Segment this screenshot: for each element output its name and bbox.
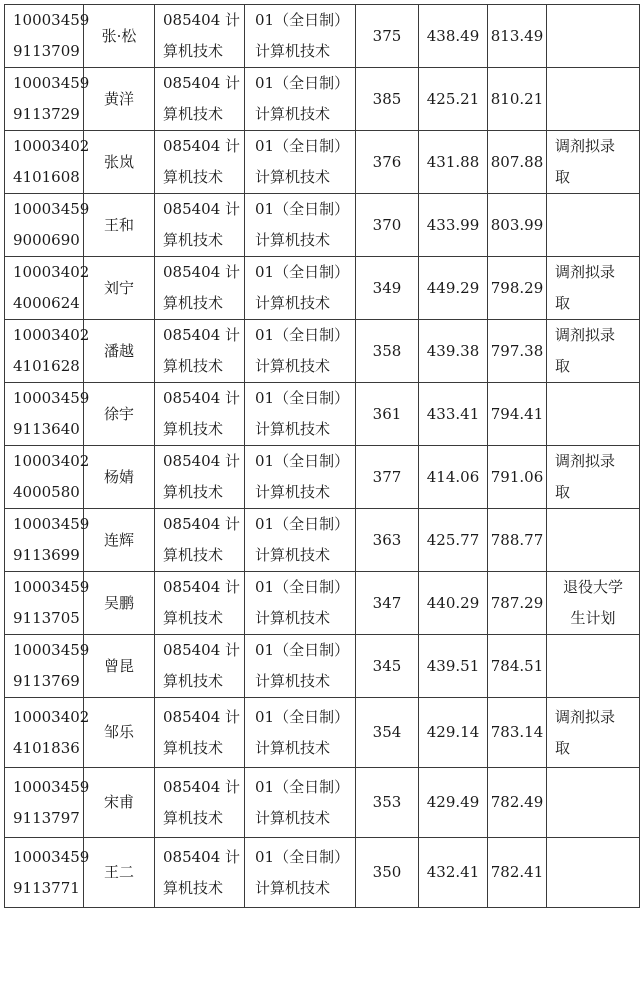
total-score-cell: 782.49	[488, 768, 547, 838]
total-score-cell: 791.06	[488, 446, 547, 509]
table-row	[5, 320, 640, 383]
retest-score-cell: 425.77	[419, 509, 488, 572]
study-mode-cell	[245, 838, 356, 908]
initial-score-cell: 376	[356, 131, 419, 194]
table-row	[5, 383, 640, 446]
study-mode-cell-line: 计算机技术	[255, 672, 331, 690]
candidate-id-cell-line: 4101836	[13, 738, 80, 757]
major-cell	[155, 838, 245, 908]
candidate-id-cell-line: 9113769	[13, 672, 80, 690]
major-cell	[155, 68, 245, 131]
candidate-name-cell: 宋甫	[84, 768, 155, 838]
candidate-name-cell: 黄洋	[84, 68, 155, 131]
remark-cell	[547, 383, 640, 446]
initial-score-cell: 350	[356, 838, 419, 908]
major-cell-line: 085404 计	[163, 326, 241, 344]
candidate-id-cell-line: 10003459	[13, 74, 90, 92]
retest-score-cell: 433.41	[419, 383, 488, 446]
study-mode-cell-line: 01（全日制）	[255, 777, 350, 796]
candidate-id-cell-line: 10003459	[13, 777, 90, 796]
major-cell-line: 085404 计	[163, 263, 241, 281]
remark-cell	[547, 257, 640, 320]
remark-cell	[547, 635, 640, 698]
study-mode-cell-line: 01（全日制）	[255, 74, 350, 92]
table-row	[5, 635, 640, 698]
total-score-cell: 782.41	[488, 838, 547, 908]
initial-score-cell: 349	[356, 257, 419, 320]
candidate-id-cell-line: 10003402	[13, 707, 90, 726]
candidate-id-cell	[5, 572, 90, 635]
remark-cell	[547, 68, 640, 131]
remark-cell-line: 调剂拟录	[555, 707, 616, 726]
study-mode-cell	[245, 572, 356, 635]
study-mode-cell-line: 01（全日制）	[255, 326, 350, 344]
major-cell	[155, 257, 245, 320]
admission-roster-table	[4, 4, 640, 908]
total-score-cell: 787.29	[488, 572, 547, 635]
remark-cell-line: 取	[555, 357, 571, 375]
candidate-name-cell: 潘越	[84, 320, 155, 383]
candidate-id-cell-line: 10003402	[13, 452, 90, 470]
remark-cell	[547, 320, 640, 383]
study-mode-cell-line: 计算机技术	[255, 483, 331, 501]
candidate-id-cell-line: 9113771	[13, 878, 80, 897]
total-score-cell: 783.14	[488, 698, 547, 768]
study-mode-cell	[245, 68, 356, 131]
major-cell-line: 算机技术	[163, 231, 224, 249]
remark-cell-line: 生计划	[570, 609, 616, 627]
major-cell	[155, 383, 245, 446]
study-mode-cell-line: 01（全日制）	[255, 200, 350, 218]
initial-score-cell: 358	[356, 320, 419, 383]
candidate-id-cell-line: 10003402	[13, 326, 90, 344]
candidate-id-cell	[5, 446, 90, 509]
major-cell-line: 085404 计	[163, 200, 241, 218]
candidate-id-cell-line: 10003459	[13, 389, 90, 407]
candidate-id-cell	[5, 768, 90, 838]
major-cell	[155, 572, 245, 635]
candidate-id-cell-line: 10003459	[13, 641, 90, 659]
retest-score-cell: 439.51	[419, 635, 488, 698]
table-row	[5, 131, 640, 194]
major-cell-line: 算机技术	[163, 878, 224, 897]
major-cell-line: 算机技术	[163, 420, 224, 438]
study-mode-cell-line: 01（全日制）	[255, 137, 350, 155]
candidate-name-cell: 王和	[84, 194, 155, 257]
candidate-id-cell-line: 4000624	[13, 294, 80, 312]
total-score-cell: 798.29	[488, 257, 547, 320]
study-mode-cell-line: 计算机技术	[255, 168, 331, 186]
retest-score-cell: 429.14	[419, 698, 488, 768]
total-score-cell: 803.99	[488, 194, 547, 257]
major-cell	[155, 509, 245, 572]
study-mode-cell-line: 01（全日制）	[255, 452, 350, 470]
major-cell-line: 算机技术	[163, 357, 224, 375]
candidate-id-cell	[5, 509, 90, 572]
remark-cell	[547, 698, 640, 768]
major-cell	[155, 320, 245, 383]
table-row	[5, 572, 640, 635]
study-mode-cell	[245, 320, 356, 383]
table-row	[5, 68, 640, 131]
remark-cell-line: 取	[555, 738, 571, 757]
major-cell-line: 085404 计	[163, 578, 241, 596]
study-mode-cell-line: 01（全日制）	[255, 847, 350, 866]
major-cell-line: 085404 计	[163, 777, 241, 796]
candidate-id-cell-line: 9113640	[13, 420, 80, 438]
candidate-id-cell	[5, 194, 90, 257]
initial-score-cell: 370	[356, 194, 419, 257]
major-cell	[155, 194, 245, 257]
study-mode-cell	[245, 5, 356, 68]
candidate-id-cell	[5, 838, 90, 908]
retest-score-cell: 431.88	[419, 131, 488, 194]
candidate-id-cell-line: 4101608	[13, 168, 80, 186]
candidate-name-cell: 张·松	[84, 5, 155, 68]
candidate-name-cell: 曾昆	[84, 635, 155, 698]
initial-score-cell: 375	[356, 5, 419, 68]
candidate-id-cell-line: 4101628	[13, 357, 80, 375]
remark-cell-line: 退役大学	[562, 578, 623, 596]
remark-cell-line: 调剂拟录	[555, 452, 616, 470]
study-mode-cell	[245, 768, 356, 838]
remark-cell	[547, 5, 640, 68]
major-cell-line: 085404 计	[163, 137, 241, 155]
study-mode-cell-line: 01（全日制）	[255, 389, 350, 407]
candidate-id-cell-line: 9113797	[13, 808, 80, 827]
major-cell	[155, 446, 245, 509]
study-mode-cell-line: 01（全日制）	[255, 707, 350, 726]
study-mode-cell-line: 01（全日制）	[255, 11, 350, 29]
initial-score-cell: 345	[356, 635, 419, 698]
candidate-name-cell: 连辉	[84, 509, 155, 572]
study-mode-cell-line: 计算机技术	[255, 294, 331, 312]
candidate-id-cell-line: 9113705	[13, 609, 80, 627]
retest-score-cell: 425.21	[419, 68, 488, 131]
study-mode-cell-line: 计算机技术	[255, 738, 331, 757]
retest-score-cell: 449.29	[419, 257, 488, 320]
initial-score-cell: 347	[356, 572, 419, 635]
remark-cell	[547, 131, 640, 194]
retest-score-cell: 414.06	[419, 446, 488, 509]
candidate-id-cell-line: 9113709	[13, 42, 80, 60]
study-mode-cell	[245, 131, 356, 194]
candidate-id-cell-line: 4000580	[13, 483, 80, 501]
major-cell-line: 算机技术	[163, 672, 224, 690]
initial-score-cell: 385	[356, 68, 419, 131]
study-mode-cell	[245, 446, 356, 509]
study-mode-cell-line: 01（全日制）	[255, 578, 350, 596]
remark-cell-line: 调剂拟录	[555, 326, 616, 344]
initial-score-cell: 361	[356, 383, 419, 446]
major-cell-line: 算机技术	[163, 738, 224, 757]
total-score-cell: 788.77	[488, 509, 547, 572]
candidate-id-cell-line: 10003459	[13, 200, 90, 218]
candidate-id-cell-line: 9113699	[13, 546, 80, 564]
remark-cell-line: 取	[555, 483, 571, 501]
candidate-id-cell	[5, 635, 90, 698]
candidate-name-cell: 吴鹏	[84, 572, 155, 635]
candidate-id-cell	[5, 383, 90, 446]
study-mode-cell	[245, 194, 356, 257]
remark-cell-line: 取	[555, 294, 571, 312]
major-cell	[155, 131, 245, 194]
major-cell-line: 085404 计	[163, 847, 241, 866]
candidate-id-cell	[5, 320, 90, 383]
total-score-cell: 807.88	[488, 131, 547, 194]
retest-score-cell: 432.41	[419, 838, 488, 908]
candidate-id-cell-line: 10003459	[13, 11, 90, 29]
candidate-id-cell	[5, 698, 90, 768]
major-cell	[155, 5, 245, 68]
retest-score-cell: 433.99	[419, 194, 488, 257]
remark-cell-line: 调剂拟录	[555, 263, 616, 281]
remark-cell	[547, 838, 640, 908]
study-mode-cell-line: 计算机技术	[255, 808, 331, 827]
major-cell-line: 085404 计	[163, 641, 241, 659]
table-row	[5, 838, 640, 908]
candidate-name-cell: 张岚	[84, 131, 155, 194]
major-cell-line: 085404 计	[163, 389, 241, 407]
initial-score-cell: 354	[356, 698, 419, 768]
total-score-cell: 813.49	[488, 5, 547, 68]
total-score-cell: 810.21	[488, 68, 547, 131]
study-mode-cell-line: 01（全日制）	[255, 641, 350, 659]
study-mode-cell-line: 计算机技术	[255, 878, 331, 897]
remark-cell	[547, 768, 640, 838]
major-cell-line: 算机技术	[163, 105, 224, 123]
study-mode-cell-line: 计算机技术	[255, 42, 331, 60]
remark-cell-line: 调剂拟录	[555, 137, 616, 155]
major-cell-line: 085404 计	[163, 11, 241, 29]
total-score-cell: 784.51	[488, 635, 547, 698]
table-row	[5, 446, 640, 509]
initial-score-cell: 377	[356, 446, 419, 509]
major-cell	[155, 768, 245, 838]
study-mode-cell-line: 计算机技术	[255, 546, 331, 564]
study-mode-cell-line: 计算机技术	[255, 420, 331, 438]
study-mode-cell-line: 01（全日制）	[255, 263, 350, 281]
major-cell	[155, 635, 245, 698]
study-mode-cell-line: 01（全日制）	[255, 515, 350, 533]
table-row	[5, 509, 640, 572]
initial-score-cell: 363	[356, 509, 419, 572]
retest-score-cell: 440.29	[419, 572, 488, 635]
study-mode-cell-line: 计算机技术	[255, 231, 331, 249]
candidate-id-cell	[5, 257, 90, 320]
candidate-name-cell: 刘宁	[84, 257, 155, 320]
retest-score-cell: 429.49	[419, 768, 488, 838]
major-cell	[155, 698, 245, 768]
major-cell-line: 算机技术	[163, 546, 224, 564]
major-cell-line: 算机技术	[163, 42, 224, 60]
major-cell-line: 算机技术	[163, 609, 224, 627]
study-mode-cell-line: 计算机技术	[255, 105, 331, 123]
table-row	[5, 194, 640, 257]
major-cell-line: 085404 计	[163, 452, 241, 470]
study-mode-cell-line: 计算机技术	[255, 357, 331, 375]
study-mode-cell	[245, 509, 356, 572]
major-cell-line: 算机技术	[163, 483, 224, 501]
candidate-name-cell: 邹乐	[84, 698, 155, 768]
candidate-name-cell: 王二	[84, 838, 155, 908]
table-row	[5, 257, 640, 320]
major-cell-line: 算机技术	[163, 168, 224, 186]
study-mode-cell-line: 计算机技术	[255, 609, 331, 627]
remark-cell	[547, 446, 640, 509]
remark-cell	[547, 194, 640, 257]
total-score-cell: 797.38	[488, 320, 547, 383]
total-score-cell: 794.41	[488, 383, 547, 446]
major-cell-line: 算机技术	[163, 294, 224, 312]
candidate-id-cell-line: 9113729	[13, 105, 80, 123]
retest-score-cell: 439.38	[419, 320, 488, 383]
major-cell-line: 085404 计	[163, 74, 241, 92]
major-cell-line: 085404 计	[163, 515, 241, 533]
study-mode-cell	[245, 698, 356, 768]
retest-score-cell: 438.49	[419, 5, 488, 68]
candidate-id-cell-line: 9000690	[13, 231, 80, 249]
candidate-name-cell: 杨婧	[84, 446, 155, 509]
candidate-id-cell-line: 10003402	[13, 137, 90, 155]
table-row	[5, 698, 640, 768]
candidate-id-cell	[5, 131, 90, 194]
remark-cell-line: 取	[555, 168, 571, 186]
roster-body	[5, 5, 640, 908]
candidate-id-cell-line: 10003459	[13, 847, 90, 866]
study-mode-cell	[245, 383, 356, 446]
study-mode-cell	[245, 257, 356, 320]
table-row	[5, 768, 640, 838]
major-cell-line: 085404 计	[163, 707, 241, 726]
candidate-id-cell-line: 10003402	[13, 263, 90, 281]
initial-score-cell: 353	[356, 768, 419, 838]
candidate-name-cell: 徐宇	[84, 383, 155, 446]
candidate-id-cell-line: 10003459	[13, 578, 90, 596]
remark-cell	[547, 572, 640, 635]
table-row	[5, 5, 640, 68]
candidate-id-cell	[5, 5, 90, 68]
remark-cell	[547, 509, 640, 572]
major-cell-line: 算机技术	[163, 808, 224, 827]
candidate-id-cell-line: 10003459	[13, 515, 90, 533]
candidate-id-cell	[5, 68, 90, 131]
study-mode-cell	[245, 635, 356, 698]
